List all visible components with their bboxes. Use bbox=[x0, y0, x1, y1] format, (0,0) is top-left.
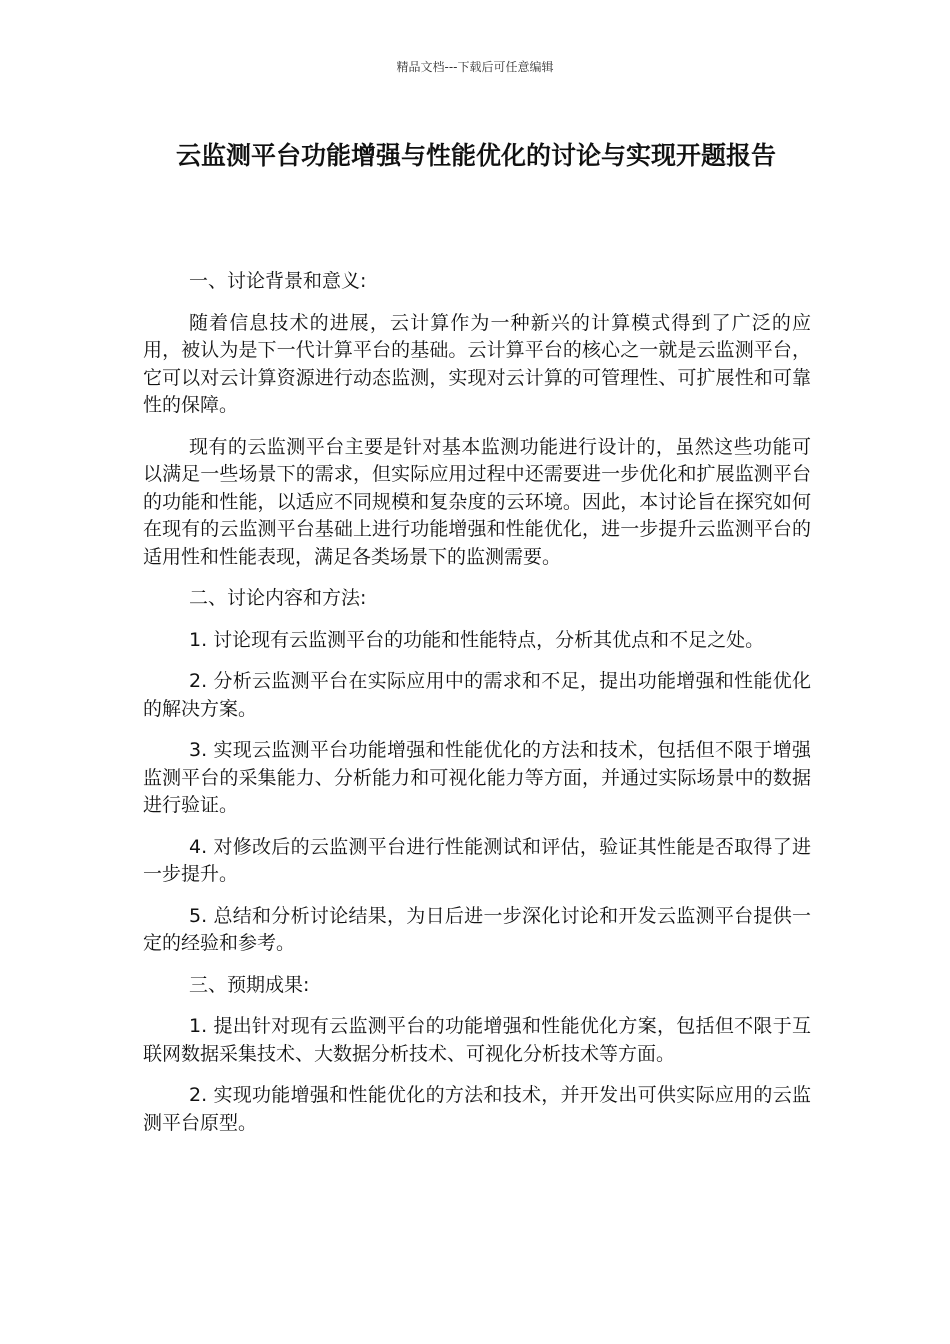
document-body bbox=[143, 268, 811, 1151]
list-item: 1. 提出针对现有云监测平台的功能增强和性能优化方案，包括但不限于互联网数据采集技术、大数据分析技术、可视化分析技术等方面。 bbox=[143, 1015, 811, 1065]
list-item: 2. 实现功能增强和性能优化的方法和技术，并开发出可供实际应用的云监测平台原型。 bbox=[143, 1084, 811, 1134]
paragraph: 现有的云监测平台主要是针对基本监测功能进行设计的，虽然这些功能可以满足一些场景下的需求，但实际应用过程中还需要进一步优化和扩展监测平台的功能和性能，以适应不同规模和复杂度的云环境。因此，本讨论旨在探究如何在现有的云监测平台基础上进行功能增强和性能优化，进一步提升云监测平台的适用性和性能表现，满足各类场景下的监测需要。 bbox=[143, 435, 811, 568]
list-item: 2. 分析云监测平台在实际应用中的需求和不足，提出功能增强和性能优化的解决方案。 bbox=[143, 670, 811, 720]
section-heading: 二、讨论内容和方法: bbox=[189, 587, 367, 609]
list-item: 3. 实现云监测平台功能增强和性能优化的方法和技术，包括但不限于增强监测平台的采集能力、分析能力和可视化能力等方面，并通过实际场景中的数据进行验证。 bbox=[143, 739, 811, 816]
section-content-methods bbox=[143, 585, 811, 958]
list-item: 4. 对修改后的云监测平台进行性能测试和评估，验证其性能是否取得了进一步提升。 bbox=[143, 835, 811, 885]
header-note: 精品文档---下载后可任意编辑 bbox=[396, 60, 554, 74]
list-item: 5. 总结和分析讨论结果，为日后进一步深化讨论和开发云监测平台提供一定的经验和参考。 bbox=[143, 904, 811, 954]
section-heading: 一、讨论背景和意义: bbox=[189, 270, 367, 292]
section-expected-results bbox=[143, 972, 811, 1138]
paragraph: 随着信息技术的进展，云计算作为一种新兴的计算模式得到了广泛的应用，被认为是下一代计算平台的基础。云计算平台的核心之一就是云监测平台，它可以对云计算资源进行动态监测，实现对云计算的可管理性、可扩展性和可靠性的保障。 bbox=[143, 311, 811, 416]
section-background bbox=[143, 268, 811, 571]
list-item: 1. 讨论现有云监测平台的功能和性能特点，分析其优点和不足之处。 bbox=[189, 628, 765, 651]
document-title: 云监测平台功能增强与性能优化的讨论与实现开题报告 bbox=[175, 141, 776, 170]
section-heading: 三、预期成果: bbox=[189, 973, 310, 996]
